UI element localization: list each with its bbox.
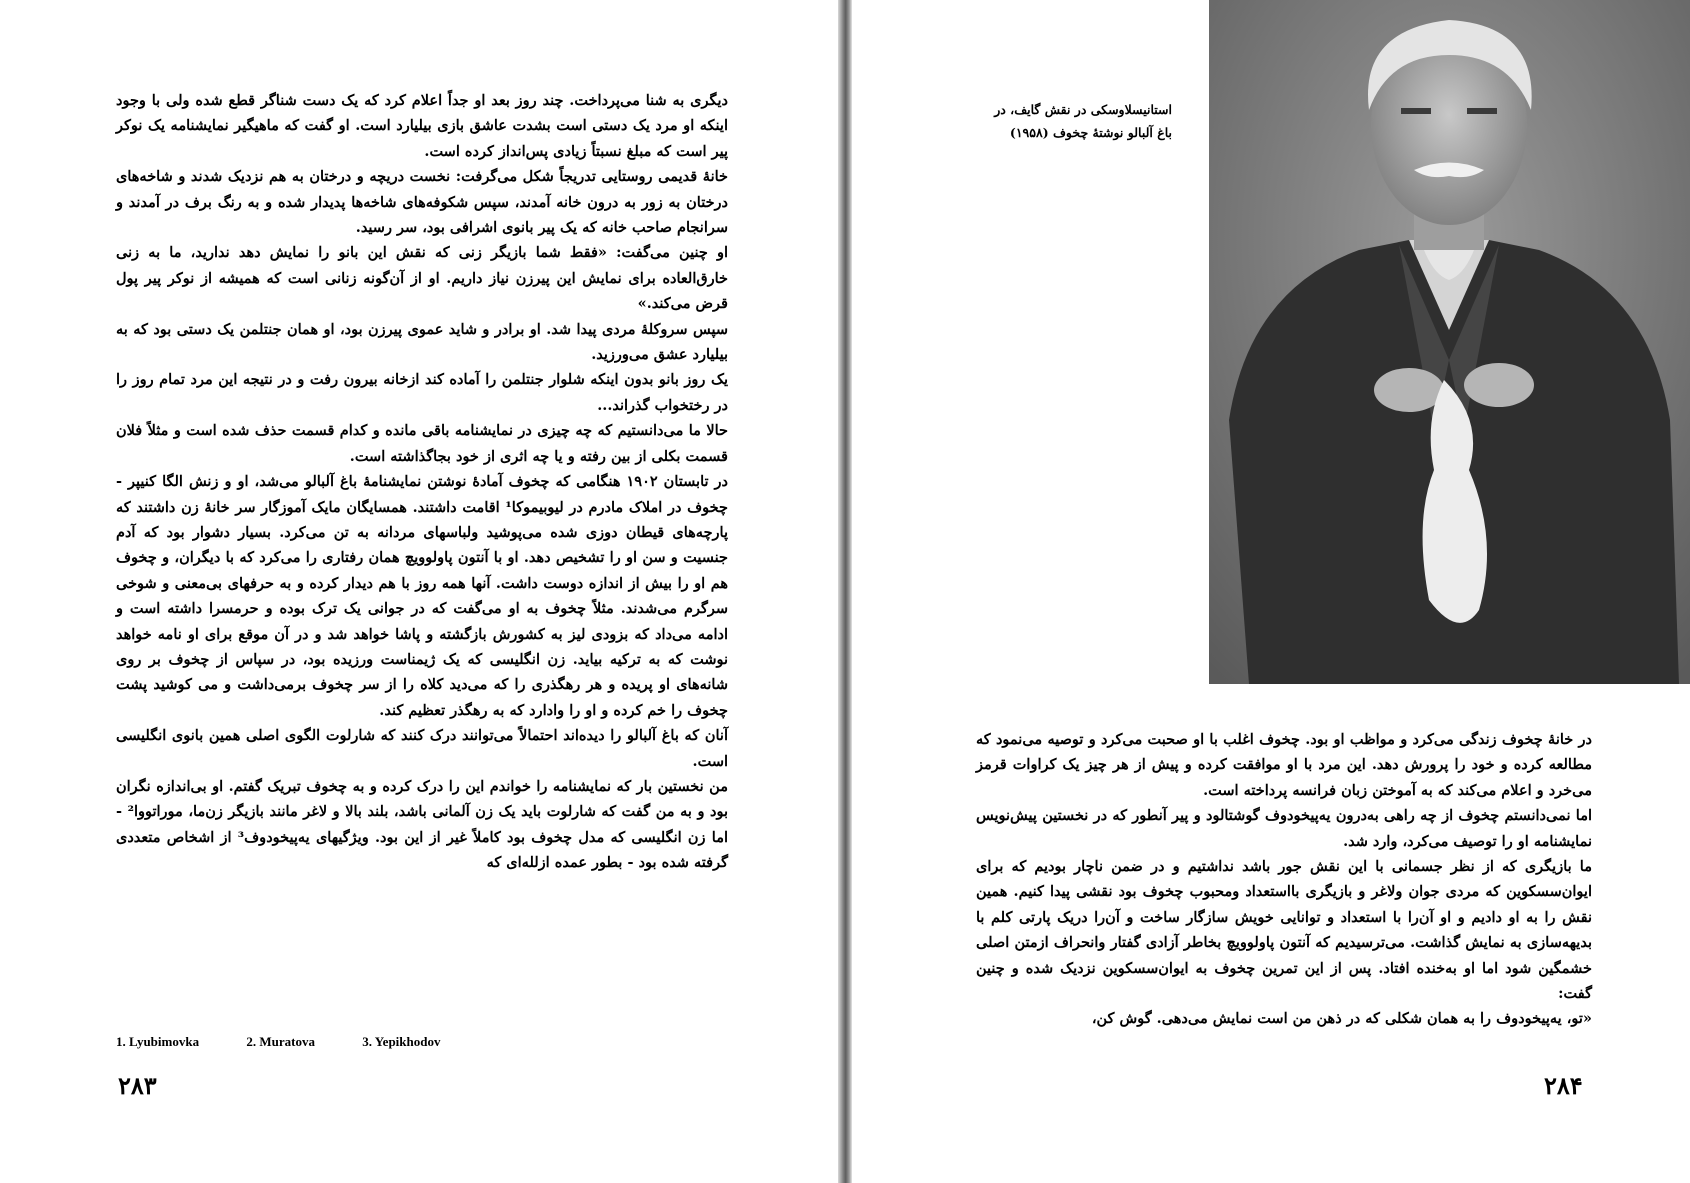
footnote: 3. Yepikhodov — [362, 1034, 441, 1049]
paragraph: اما نمی‌دانستم چخوف از چه راهی به‌درون یه‌پیخودوف گوشتالود و پیر آنطور که در نخستین پیش‌نویس نمایشنامه او را توصیف می‌کرد، وارد شد. — [976, 807, 1592, 850]
right-page-body — [976, 727, 1592, 1032]
photo-caption — [972, 98, 1172, 144]
paragraph: «تو، یه‌پیخودوف را به همان شکلی که در ذهن من است نمایش می‌دهی. گوش کن، — [1091, 1010, 1592, 1028]
paragraph: ما بازیگری که از نظر جسمانی با این نقش جور باشد نداشتیم و در ضمن ناچار بودیم که برای ایوان‌سسکوین که مردی جوان ولاغر و بازیگری بااستعداد ومحبوب چخوف بود نقشی پیدا کنیم. همین نقش را به او دادیم و او آن‌را با استعداد و توانایی خویش سازگار ساخت و آن‌را دریک پارتی کلم با بدیهه‌سازی به نمایش گذاشت. می‌ترسیدیم که آنتون پاولوویچ بخاطر آزادی گفتار وانحراف ازمتن اصلی خشمگین شود اما او به‌خنده افتاد. پس از این تمرین چخوف به ایوان‌سسکوین نزدیک شده و چنین گفت: — [976, 858, 1592, 1003]
footnote: 2. Muratova — [246, 1034, 315, 1049]
actor-photo-image — [1209, 0, 1690, 684]
paragraph: من نخستین بار که نمایشنامه را خواندم این را درک کرده و به چخوف تبریک گفتم. او بی‌اندازه نگران بود و به من گفت که شارلوت باید یک زن آلمانی باشد، بلند بالا و لاغر مانند بازیگر زن‌ما، موراتووا² - اما زن انگلیسی که مدل چخوف بود کاملاً غیر از این بود. ویژگیهای یه‌پیخودوف³ از اشخاص متعددی گرفته شده بود - بطور عمده ازلله‌ای که — [116, 777, 729, 872]
footnotes — [116, 1034, 484, 1050]
footnote: 1. Lyubimovka — [116, 1034, 200, 1049]
caption-line: باغ آلبالو نوشتهٔ چخوف (۱۹۵۸) — [1009, 125, 1172, 140]
actor-photo — [1209, 0, 1690, 684]
book-gutter — [838, 0, 852, 1183]
paragraph: دیگری به شنا می‌پرداخت. چند روز بعد او جداً اعلام کرد که یک دست شناگر قطع شده ولی با وجود اینکه او مرد یک دستی است بشدت عاشق بازی بیلیارد است. او گفت که ماهیگیر نمایشنامه یک نوکر پیر است که مبلغ نسبتاً زیادی پس‌انداز کرده است. — [116, 92, 728, 160]
paragraph: در خانهٔ چخوف زندگی می‌کرد و مواظب او بود. چخوف اغلب با او صحبت می‌کرد و توصیه می‌نمود که مطالعه کرده و خود را پرورش دهد. این مرد با او موافقت کرده و پیش از هر چیز یک کراوات قرمز می‌خرد و اعلام می‌کند که به آموختن زبان فرانسه پرداخته است. — [976, 731, 1592, 799]
paragraph: خانهٔ قدیمی روستایی تدریجاً شکل می‌گرفت: نخست دریچه و درختان به هم نزدیک شدند و شاخه‌های درختان به زور به درون خانه آمدند، سپس شکوفه‌های شاخه‌ها پدیدار شده و به رنگ برف در آمدند و سرانجام صاحب خانه که یک پیر بانوی اشرافی بود، سر رسید. — [116, 168, 728, 237]
paragraph: آنان که باغ آلبالو را دیده‌اند احتمالاً می‌توانند درک کنند که شارلوت الگوی اصلی همین بانوی انگلیسی است. — [116, 727, 728, 770]
caption-line: استانیسلاوسکی در نقش گایف، در — [994, 102, 1172, 117]
page-number-left: ۲۸۳ — [118, 1071, 157, 1100]
page-number-right: ۲۸۴ — [1544, 1071, 1583, 1100]
paragraph: حالا ما می‌دانستیم که چه چیزی در نمایشنامه باقی مانده و کدام قسمت حذف شده است و مثلاً فلان قسمت بکلی از بین رفته و یا چه اثری از خود بجاگذاشته است. — [116, 422, 728, 465]
left-page-body — [116, 88, 728, 876]
paragraph: یک روز بانو بدون اینکه شلوار جنتلمن را آماده کند ازخانه بیرون رفت و در نتیجه این مرد تمام روز را در رختخواب گذراند... — [116, 371, 728, 414]
paragraph: سپس سروکلهٔ مردی پیدا شد. او برادر و شاید عموی پیرزن بود، او همان جنتلمن یک دستی بود که به بیلیارد عشق می‌ورزید. — [116, 320, 728, 364]
left-page — [0, 0, 838, 1183]
paragraph: در تابستان ۱۹۰۲ هنگامی که چخوف آمادهٔ نوشتن نمایشنامهٔ باغ آلبالو می‌شد، او و زنش الگا کنیپر - چخوف در املاک مادرم در لیوبیموکا¹ اقامت داشتند. همسایگان مایک آموزگار سر خانهٔ زن داشتند که پارچه‌های قیطان دوزی شده می‌پوشید ولباسهای مردانه به تن می‌کرد. بسیار دشوار بود که آدم جنسیت و سن او را تشخیص دهد. او با آنتون پاولوویچ همان رفتاری را می‌کرد که با دیگران، و چخوف هم او را بیش از اندازه دوست داشت. آنها همه روز با هم دیدار کرده و به حرفهای بی‌معنی و شوخی سرگرم می‌شدند. مثلاً چخوف به او می‌گفت که در جوانی یک ترک بوده و حرمسرا داشته است و ادامه می‌داد که بزودی لیز به کشورش بازگشته و پاشا خواهد شد و در آن موقع برای او نامه خواهد نوشت که به ترکیه بیاید. زن انگلیسی که یک ژیمناست ورزیده بود، در سپاس از چخوف بر روی شانه‌های او پریده و هر رهگذری را که می‌دید کلاه را از سر چخوف برمی‌داشت و می کوشید پشت چخوف را خم کرده و او را وادارد که به رهگذر تعظیم کند. — [116, 473, 729, 719]
paragraph: او چنین می‌گفت: «فقط شما بازیگر زنی که نقش این بانو را نمایش دهد ندارید، ما به زنی خارق‌العاده برای نمایش این پیرزن نیاز داریم. او از آن‌گونه زنانی است که همیشه از نوکر پیر پول قرض می‌کند.» — [116, 244, 728, 313]
